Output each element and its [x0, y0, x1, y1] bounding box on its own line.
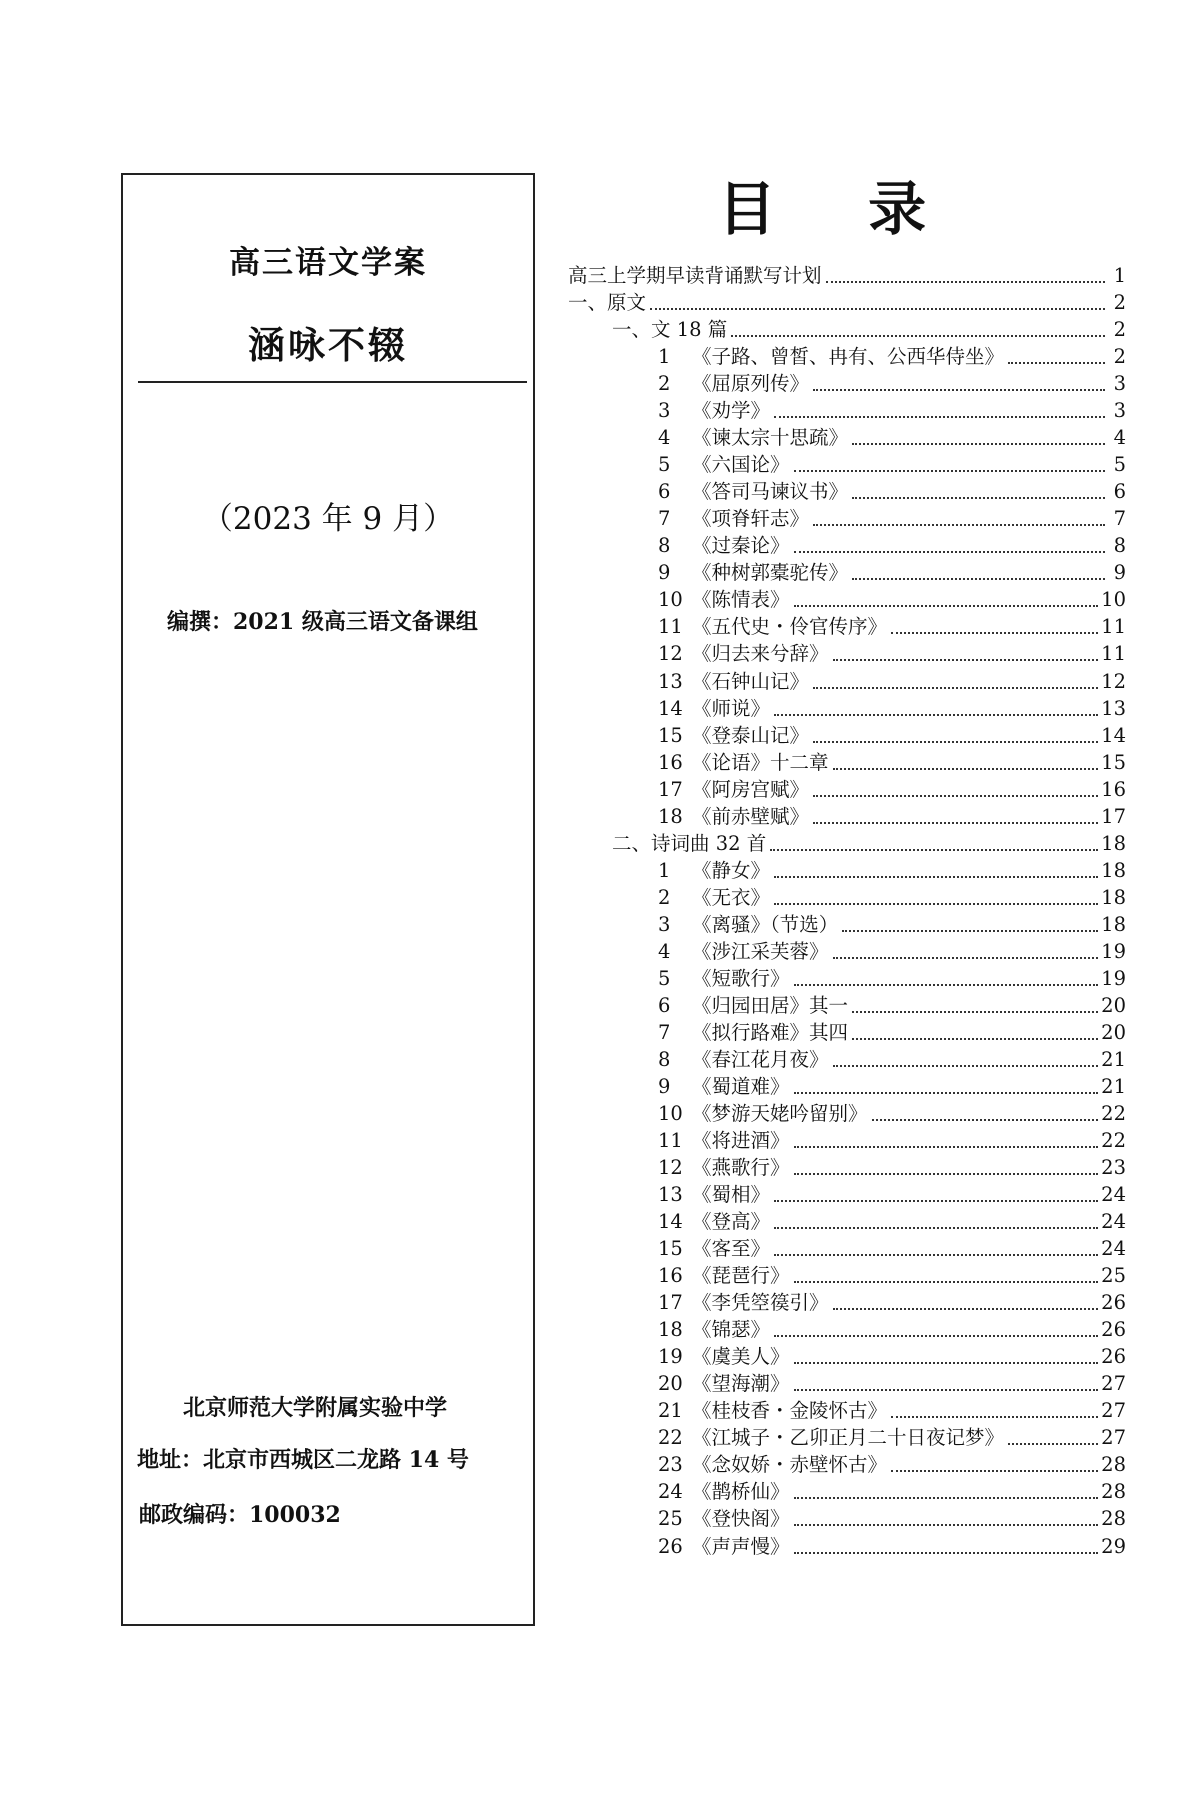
- toc-leader-dots: [852, 497, 1105, 499]
- toc-leader-dots: [852, 578, 1105, 580]
- toc-leader-dots: [794, 1389, 1099, 1391]
- toc-leader-dots: [852, 1038, 1098, 1040]
- toc-entry-title: 《拟行路难》其四: [692, 1020, 849, 1044]
- toc-entry: [568, 1126, 1126, 1153]
- toc-entry: [568, 1342, 1126, 1369]
- toc-entry-number: 17: [658, 1291, 683, 1315]
- toc-entry-number: 3: [658, 399, 671, 423]
- toc-entry-page: 15: [1101, 750, 1126, 774]
- toc-entry-number: 25: [658, 1507, 683, 1531]
- toc-entry-title: 《劝学》: [692, 399, 771, 423]
- toc-entry-title: 《念奴娇・赤壁怀古》: [692, 1453, 888, 1477]
- toc-leader-dots: [774, 1227, 1098, 1229]
- toc-entry-number: 16: [658, 750, 683, 774]
- toc-leader-dots: [794, 1497, 1099, 1499]
- toc-entry: [568, 396, 1126, 423]
- toc-entry-title: 《子路、曾皙、冉有、公西华侍坐》: [692, 345, 1005, 369]
- toc-entry-number: 6: [658, 480, 671, 504]
- toc-entry: [568, 423, 1126, 450]
- toc-entry-title: 《短歌行》: [692, 966, 790, 990]
- toc-leader-dots: [774, 1254, 1098, 1256]
- cover-address: 地址：北京市西城区二龙路 14 号: [137, 1447, 469, 1473]
- toc-leader-dots: [774, 1200, 1098, 1202]
- toc-entry: [568, 937, 1126, 964]
- toc-entry: [568, 585, 1126, 612]
- toc-entry-title: 高三上学期早读背诵默写计划: [568, 264, 822, 288]
- toc-entry-page: 27: [1101, 1426, 1126, 1450]
- toc-entry-page: 21: [1101, 1047, 1126, 1071]
- toc-entry-title: 《声声慢》: [692, 1534, 790, 1558]
- toc-entry-title: 《屈原列传》: [692, 372, 810, 396]
- toc-entry-title: 一、文 18 篇: [612, 318, 728, 342]
- toc-entry-page: 14: [1101, 723, 1126, 747]
- toc-entry: [568, 910, 1126, 937]
- toc-leader-dots: [813, 524, 1105, 526]
- toc-entry-title: 《登高》: [692, 1210, 771, 1234]
- toc-entry-number: 16: [658, 1264, 683, 1288]
- toc-entry: [568, 1207, 1126, 1234]
- toc-entry-page: 19: [1101, 966, 1126, 990]
- toc-leader-dots: [813, 741, 1098, 743]
- toc-leader-dots: [891, 1416, 1098, 1418]
- toc-entry-title: 《五代史・伶官传序》: [692, 615, 888, 639]
- toc-entry-title: 《客至》: [692, 1237, 771, 1261]
- toc-leader-dots: [813, 822, 1098, 824]
- toc-entry-page: 18: [1101, 885, 1126, 909]
- toc-entry-page: 18: [1101, 912, 1126, 936]
- toc-entry-page: 27: [1101, 1372, 1126, 1396]
- toc-entry: [568, 991, 1126, 1018]
- toc-entry: [568, 261, 1126, 288]
- toc-entry-number: 14: [658, 1210, 683, 1234]
- toc-entry-title: 《蜀相》: [692, 1183, 771, 1207]
- toc-entry-title: 《归去来兮辞》: [692, 642, 829, 666]
- toc-entry-page: 2: [1113, 318, 1126, 342]
- toc-entry-number: 7: [658, 507, 671, 531]
- toc-leader-dots: [872, 1119, 1099, 1121]
- toc-entry-number: 4: [658, 426, 671, 450]
- toc-entry-number: 6: [658, 993, 671, 1017]
- toc-entry-title: 《前赤壁赋》: [692, 804, 810, 828]
- toc-leader-dots: [794, 1524, 1099, 1526]
- toc-entry-number: 5: [658, 966, 671, 990]
- toc-leader-dots: [833, 659, 1099, 661]
- toc-entry-title: 二、诗词曲 32 首: [612, 831, 767, 855]
- toc-entry-title: 《涉江采芙蓉》: [692, 939, 829, 963]
- toc-entry: [568, 558, 1126, 585]
- toc-entry-page: 22: [1101, 1129, 1126, 1153]
- toc-leader-dots: [794, 551, 1105, 553]
- toc-entry-number: 23: [658, 1453, 683, 1477]
- toc-entry-title: 《石钟山记》: [692, 669, 810, 693]
- toc-entry-number: 26: [658, 1534, 683, 1558]
- toc-entry: [568, 802, 1126, 829]
- toc-entry: [568, 1045, 1126, 1072]
- cover-title: 高三语文学案: [229, 245, 427, 281]
- toc-leader-dots: [794, 1281, 1099, 1283]
- cover-panel: [121, 173, 535, 1626]
- toc-entry: [568, 1261, 1126, 1288]
- toc-entry-title: 《春江花月夜》: [692, 1047, 829, 1071]
- toc-leader-dots: [731, 335, 1105, 337]
- toc-entry: [568, 1153, 1126, 1180]
- toc-entry-number: 15: [658, 723, 683, 747]
- toc-entry-number: 11: [658, 615, 683, 639]
- toc-leader-dots: [774, 876, 1098, 878]
- toc-entry: [568, 721, 1126, 748]
- toc-entry: [568, 612, 1126, 639]
- toc-entry-title: 《虞美人》: [692, 1345, 790, 1369]
- toc-entry-number: 10: [658, 1102, 683, 1125]
- toc-entry-page: 18: [1101, 831, 1126, 855]
- toc-entry-title: 《登快阁》: [692, 1507, 790, 1531]
- toc-entry-page: 8: [1113, 534, 1126, 558]
- toc-entry-title: 《锦瑟》: [692, 1318, 771, 1342]
- toc-entry: [568, 883, 1126, 910]
- toc-entry-page: 16: [1101, 777, 1126, 801]
- toc-entry: [568, 748, 1126, 775]
- toc-leader-dots: [833, 1308, 1099, 1310]
- toc-entry-page: 19: [1101, 939, 1126, 963]
- toc-entry-page: 4: [1113, 426, 1126, 450]
- toc-leader-dots: [891, 1470, 1098, 1472]
- toc-entry-page: 20: [1101, 993, 1126, 1017]
- toc-leader-dots: [774, 714, 1098, 716]
- toc-entry-title: 《望海潮》: [692, 1372, 790, 1396]
- toc-leader-dots: [774, 1335, 1098, 1337]
- toc-entry: [568, 477, 1126, 504]
- toc-entry-page: 12: [1101, 669, 1126, 693]
- toc-leader-dots: [813, 687, 1098, 689]
- toc-entry: [568, 342, 1126, 369]
- toc-entry: [568, 666, 1126, 693]
- toc-entry: [568, 1396, 1126, 1423]
- toc-entry-title: 《阿房宫赋》: [692, 777, 810, 801]
- toc-leader-dots: [794, 984, 1099, 986]
- cover-date: （2023 年 9 月）: [201, 501, 455, 537]
- toc-entry-number: 15: [658, 1237, 683, 1261]
- toc-leader-dots: [770, 849, 1098, 851]
- toc-entry-title: 《答司马谏议书》: [692, 480, 849, 504]
- toc-leader-dots: [833, 768, 1099, 770]
- toc-entry: [568, 1072, 1126, 1099]
- toc-entry-page: 24: [1101, 1210, 1126, 1234]
- toc-entry: [568, 1099, 1126, 1126]
- toc-entry-page: 9: [1113, 561, 1126, 585]
- toc-entry: [568, 369, 1126, 396]
- toc-leader-dots: [1008, 1443, 1098, 1445]
- toc-entry-number: 20: [658, 1372, 683, 1396]
- toc-entry-number: 11: [658, 1129, 683, 1153]
- toc-entry-number: 1: [658, 858, 671, 882]
- toc-entry-page: 2: [1113, 291, 1126, 315]
- toc-entry: [568, 1531, 1126, 1558]
- toc-entry-number: 8: [658, 1047, 671, 1071]
- toc-entry-page: 22: [1101, 1102, 1126, 1125]
- toc-entry-number: 14: [658, 696, 683, 720]
- toc-entry-title: 《论语》十二章: [692, 750, 829, 774]
- toc-entry: [568, 694, 1126, 721]
- toc-entry: [568, 1477, 1126, 1504]
- toc-entry-page: 3: [1113, 399, 1126, 423]
- toc-leader-dots: [813, 389, 1105, 391]
- toc-entry-title: 《李凭箜篌引》: [692, 1291, 829, 1315]
- toc-entry-title: 《师说》: [692, 696, 771, 720]
- toc-leader-dots: [813, 795, 1098, 797]
- toc-entry: [568, 531, 1126, 558]
- toc-leader-dots: [1008, 362, 1105, 364]
- toc-entry-number: 5: [658, 453, 671, 477]
- toc-entry-title: 《六国论》: [692, 453, 790, 477]
- toc-entry-title: 《陈情表》: [692, 588, 790, 612]
- toc-entry-number: 19: [658, 1345, 683, 1369]
- toc-entry-title: 《梦游天姥吟留别》: [692, 1102, 868, 1125]
- toc-leader-dots: [852, 443, 1105, 445]
- toc-leader-dots: [794, 1092, 1099, 1094]
- toc-entry-title: 《种树郭橐驼传》: [692, 561, 849, 585]
- toc-entry: [568, 288, 1126, 315]
- toc-entry-page: 25: [1101, 1264, 1126, 1288]
- cover-subtitle: 涵咏不辍: [248, 324, 408, 367]
- cover-school: 北京师范大学附属实验中学: [183, 1395, 448, 1421]
- toc-entry-number: 4: [658, 939, 671, 963]
- toc-leader-dots: [794, 1146, 1099, 1148]
- toc-entry-title: 《将进酒》: [692, 1129, 790, 1153]
- toc-entry-title: 《无衣》: [692, 885, 771, 909]
- toc-entry-number: 22: [658, 1426, 683, 1450]
- toc-entry-number: 13: [658, 669, 683, 693]
- toc-entry: [568, 1288, 1126, 1315]
- toc-entry-page: 3: [1113, 372, 1126, 396]
- toc-entry-page: 18: [1101, 858, 1126, 882]
- toc-entry-page: 28: [1101, 1480, 1126, 1504]
- toc-leader-dots: [833, 957, 1099, 959]
- toc-entry: [568, 1234, 1126, 1261]
- toc-leader-dots: [833, 1065, 1099, 1067]
- toc-entry-number: 10: [658, 588, 683, 612]
- toc-entry-number: 9: [658, 561, 671, 585]
- toc-entry-page: 2: [1113, 345, 1126, 369]
- toc-entry-number: 18: [658, 804, 683, 828]
- cover-postcode: 邮政编码：100032: [139, 1502, 341, 1528]
- toc-entry-number: 12: [658, 642, 683, 666]
- toc-entry-number: 9: [658, 1074, 671, 1098]
- toc-entry-page: 28: [1101, 1453, 1126, 1477]
- toc-entry-page: 5: [1113, 453, 1126, 477]
- toc-list: [568, 261, 1126, 1559]
- toc-entry-title: 《琵琶行》: [692, 1264, 790, 1288]
- cover-divider: [138, 381, 527, 383]
- toc-entry: [568, 1450, 1126, 1477]
- toc-entry-page: 17: [1101, 804, 1126, 828]
- toc-entry-number: 8: [658, 534, 671, 558]
- toc-entry-title: 《归园田居》其一: [692, 993, 849, 1017]
- toc-entry-title: 《燕歌行》: [692, 1156, 790, 1180]
- cover-editor: 编撰：2021 级高三语文备课组: [167, 609, 478, 635]
- toc-entry-number: 2: [658, 885, 671, 909]
- toc-entry-page: 10: [1101, 588, 1126, 612]
- toc-entry-number: 13: [658, 1183, 683, 1207]
- toc-entry-number: 3: [658, 912, 671, 936]
- toc-entry-number: 17: [658, 777, 683, 801]
- toc-heading: 目 录: [717, 175, 963, 243]
- toc-entry-page: 29: [1101, 1534, 1126, 1558]
- toc-entry: [568, 450, 1126, 477]
- toc-leader-dots: [794, 1552, 1099, 1554]
- toc-entry: [568, 829, 1126, 856]
- toc-entry: [568, 1018, 1126, 1045]
- toc-entry-page: 1: [1113, 264, 1126, 288]
- toc-entry-page: 11: [1101, 615, 1126, 639]
- toc-entry-page: 23: [1101, 1156, 1126, 1180]
- toc-entry-page: 7: [1113, 507, 1126, 531]
- toc-leader-dots: [794, 1362, 1099, 1364]
- toc-entry-title: 《桂枝香・金陵怀古》: [692, 1399, 888, 1423]
- toc-entry-page: 26: [1101, 1345, 1126, 1369]
- toc-leader-dots: [794, 1173, 1099, 1175]
- toc-entry: [568, 856, 1126, 883]
- toc-entry-number: 21: [658, 1399, 683, 1423]
- toc-entry-page: 21: [1101, 1074, 1126, 1098]
- toc-entry: [568, 1315, 1126, 1342]
- toc-entry: [568, 1504, 1126, 1531]
- toc-entry-page: 28: [1101, 1507, 1126, 1531]
- toc-leader-dots: [842, 930, 1098, 932]
- toc-leader-dots: [794, 605, 1099, 607]
- toc-entry: [568, 964, 1126, 991]
- toc-entry-title: 《静女》: [692, 858, 771, 882]
- toc-entry-title: 《离骚》（节选）: [692, 912, 839, 936]
- toc-leader-dots: [794, 470, 1105, 472]
- toc-entry-page: 24: [1101, 1183, 1126, 1207]
- toc-leader-dots: [826, 281, 1105, 283]
- toc-entry: [568, 775, 1126, 802]
- toc-entry-title: 一、原文: [568, 291, 647, 315]
- toc-entry: [568, 1180, 1126, 1207]
- toc-entry-page: 20: [1101, 1020, 1126, 1044]
- toc-leader-dots: [650, 308, 1105, 310]
- toc-entry-page: 26: [1101, 1291, 1126, 1315]
- toc-entry-title: 《项脊轩志》: [692, 507, 810, 531]
- toc-entry-title: 《过秦论》: [692, 534, 790, 558]
- toc-entry: [568, 1423, 1126, 1450]
- toc-entry-page: 11: [1101, 642, 1126, 666]
- toc-entry: [568, 504, 1126, 531]
- toc-leader-dots: [774, 416, 1105, 418]
- toc-entry-title: 《蜀道难》: [692, 1074, 790, 1098]
- toc-entry-page: 13: [1101, 696, 1126, 720]
- toc-entry: [568, 1369, 1126, 1396]
- toc-entry-page: 24: [1101, 1237, 1126, 1261]
- toc-entry-number: 1: [658, 345, 671, 369]
- toc-entry: [568, 639, 1126, 666]
- toc-entry-number: 24: [658, 1480, 683, 1504]
- toc-entry-page: 27: [1101, 1399, 1126, 1423]
- toc-entry-page: 6: [1113, 480, 1126, 504]
- toc-entry-number: 18: [658, 1318, 683, 1342]
- toc-entry-number: 2: [658, 372, 671, 396]
- toc-entry: [568, 315, 1126, 342]
- toc-entry-page: 26: [1101, 1318, 1126, 1342]
- toc-entry-number: 12: [658, 1156, 683, 1180]
- toc-entry-title: 《鹊桥仙》: [692, 1480, 790, 1504]
- toc-leader-dots: [891, 632, 1098, 634]
- toc-entry-title: 《江城子・乙卯正月二十日夜记梦》: [692, 1426, 1005, 1450]
- toc-entry-number: 7: [658, 1020, 671, 1044]
- toc-entry-title: 《谏太宗十思疏》: [692, 426, 849, 450]
- toc-entry-title: 《登泰山记》: [692, 723, 810, 747]
- toc-leader-dots: [852, 1011, 1098, 1013]
- toc-leader-dots: [774, 903, 1098, 905]
